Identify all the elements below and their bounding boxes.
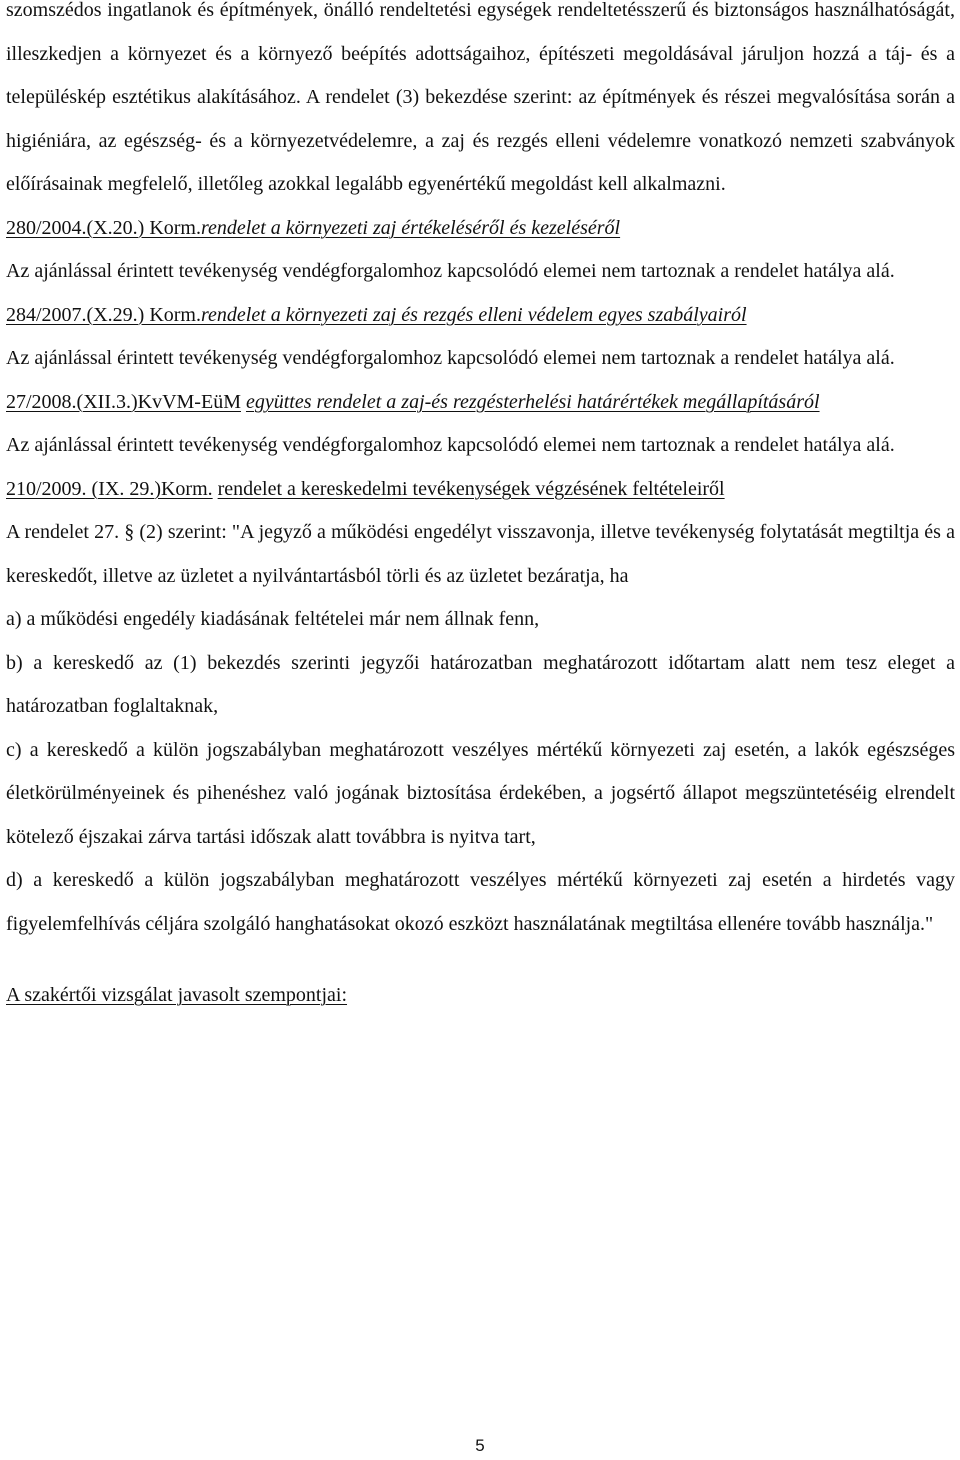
regulation-title: együttes rendelet a zaj-és rezgésterhelési határértékek megállapításáról — [245, 390, 820, 413]
assessment-heading — [6, 974, 955, 1018]
regulation-heading-2 — [6, 294, 955, 338]
regulation-title: rendelet a környezeti zaj értékeléséről és kezeléséről — [200, 216, 621, 239]
list-item-c: c) a kereskedő a külön jogszabályban meghatározott veszélyes mértékű környezeti zaj esetén, a lakók egészséges életkörülményeinek és pihenéshez való jogának biztosítása érdekében, a jogsértő állapot megszüntetéséig elrendelt kötelező éjszakai zárva tartási időszak alatt továbbra is nyitva tart, — [6, 738, 955, 848]
regulation-heading-1 — [6, 207, 955, 251]
document-page — [6, 0, 955, 1018]
regulation-number: 210/2009. (IX. 29.)Korm. — [6, 477, 213, 500]
section-spacer — [6, 946, 955, 974]
regulation-title: rendelet a kereskedelmi tevékenységek végzésének feltételeiről — [217, 477, 725, 500]
regulation-number: 27/2008.(XII.3.)KvVM-EüM — [6, 390, 241, 413]
regulation-title: rendelet a környezeti zaj és rezgés elleni védelem egyes szabályairól — [200, 303, 747, 326]
list-item-d: d) a kereskedő a külön jogszabályban meghatározott veszélyes mértékű környezeti zaj esetén a hirdetés vagy figyelemfelhívás céljára szolgáló hanghatásokat okozó eszközt használatának megtiltása ellenére tovább használja." — [6, 869, 955, 935]
regulation-body-2: Az ajánlással érintett tevékenység vendégforgalomhoz kapcsolódó elemei nem tartoznak a rendelet hatálya alá. — [6, 347, 895, 369]
regulation-heading-3 — [6, 381, 955, 425]
intro-paragraph: szomszédos ingatlanok és építmények, önálló rendeltetési egységek rendeltetésszerű és biztonságos használhatóságát, illeszkedjen a környezet és a környező beépítés adottságaihoz, építészeti megoldásával járuljon hozzá a táj- és a településkép esztétikus alakításához. A rendelet (3) bekezdése szerint: az építmények és részei megvalósítása során a higiéniára, az egészség- és a környezetvédelemre, a zaj és rezgés elleni védelemre vonatkozó nemzeti szabványok előírásainak megfelelő, illetőleg azokkal legalább egyenértékű megoldást kell alkalmazni. — [6, 0, 955, 195]
regulation-number: 280/2004.(X.20.) Korm. — [6, 216, 201, 239]
list-item-a: a) a működési engedély kiadásának feltételei már nem állnak fenn, — [6, 608, 540, 630]
regulation-body-3: Az ajánlással érintett tevékenység vendégforgalomhoz kapcsolódó elemei nem tartoznak a rendelet hatálya alá. — [6, 434, 895, 456]
assessment-heading-text: A szakértői vizsgálat javasolt szempontjai: — [6, 984, 348, 1006]
list-item-b: b) a kereskedő az (1) bekezdés szerinti jegyzői határozatban meghatározott időtartam alatt nem tesz eleget a határozatban foglaltaknak, — [6, 651, 955, 717]
regulation-body-1: Az ajánlással érintett tevékenység vendégforgalomhoz kapcsolódó elemei nem tartoznak a rendelet hatálya alá. — [6, 260, 895, 282]
page-number: 5 — [475, 1436, 485, 1455]
regulation-body-4: A rendelet 27. § (2) szerint: "A jegyző a működési engedélyt visszavonja, illetve tevékenység folytatását megtiltja és a kereskedőt, illetve az üzletet a nyilvántartásból törli és az üzletet bezáratja, ha — [6, 521, 955, 587]
regulation-number: 284/2007.(X.29.) Korm. — [6, 303, 201, 326]
regulation-heading-4 — [6, 468, 955, 512]
